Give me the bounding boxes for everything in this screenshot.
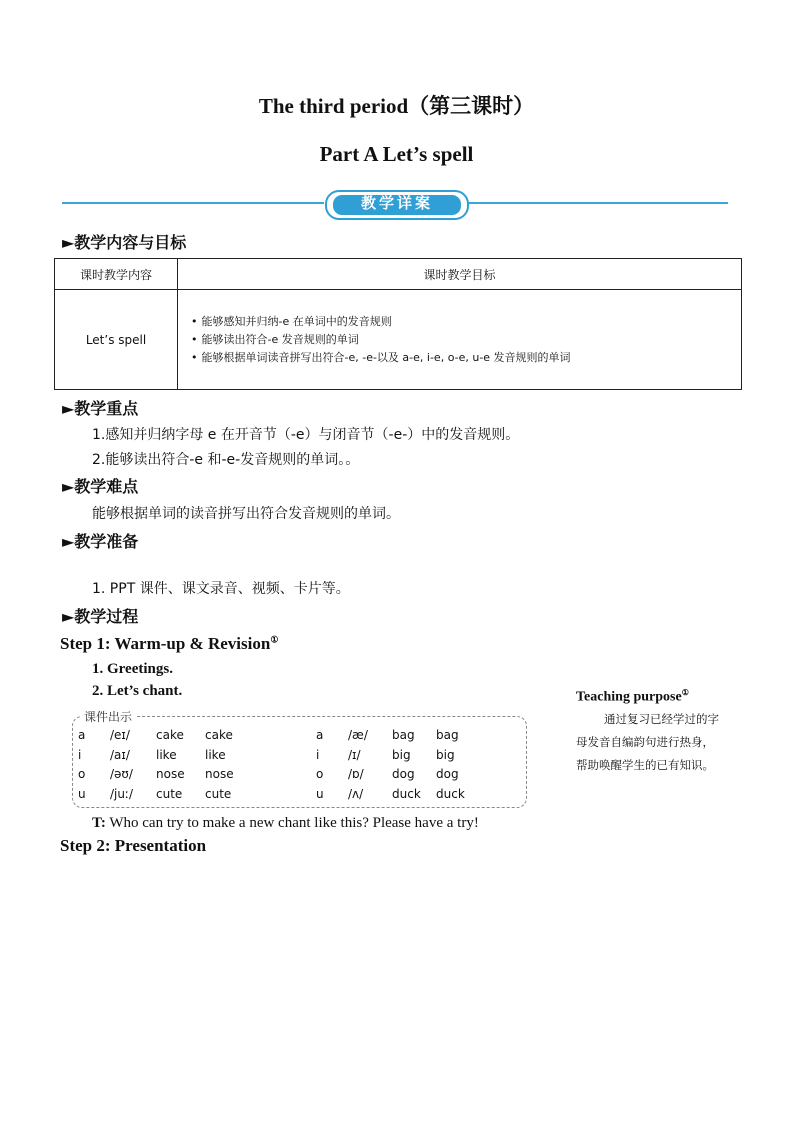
- step1-item-1: 1. Greetings.: [92, 661, 173, 677]
- chant-cell: /juː/: [110, 786, 134, 801]
- teaching-purpose-title: Teaching purpose: [576, 689, 682, 705]
- section-heading-difficult: ►教学难点: [62, 477, 139, 496]
- chant-cell: dog: [436, 767, 459, 781]
- teaching-purpose-mark: ①: [681, 688, 689, 697]
- key-point-1: 1.感知并归纳字母 e 在开音节（-e）与闭音节（-e-）中的发音规则。: [92, 427, 520, 443]
- chant-cell: cake: [205, 728, 233, 742]
- chant-cell: big: [392, 747, 411, 762]
- page-subtitle: Part A Let’s spell: [319, 142, 474, 166]
- goal-item: • 能够感知并归纳-e 在单词中的发音规则: [191, 313, 740, 331]
- section-heading-prep: ►教学准备: [62, 532, 139, 551]
- teaching-purpose-body: [576, 708, 776, 777]
- goal-item: • 能够根据单词读音拼写出符合-e, -e-以及 a-e, i-e, o-e, u-e 发音规则的单词: [191, 349, 740, 367]
- chant-cell: /aɪ/: [110, 747, 130, 762]
- chant-cell: cute: [156, 786, 183, 801]
- table-header-right: 课时教学目标: [178, 259, 742, 290]
- chant-cell: /ɒ/: [348, 767, 364, 781]
- step1-heading-text: Step 1: Warm-up & Revision: [60, 634, 271, 653]
- teacher-text: Who can try to make a new chant like this? Please have a try!: [105, 815, 479, 831]
- chant-cell: nose: [156, 767, 185, 781]
- chant-cell: big: [436, 747, 455, 762]
- goal-item: • 能够读出符合-e 发音规则的单词: [191, 331, 740, 349]
- chant-cell: duck: [392, 786, 421, 801]
- table-header-left: 课时教学内容: [55, 259, 178, 290]
- chant-cell: duck: [436, 786, 465, 801]
- purpose-line: 帮助唤醒学生的已有知识。: [576, 758, 714, 772]
- step1-note-mark: ①: [270, 634, 279, 645]
- chant-cell: o: [316, 767, 324, 781]
- chant-cell: u: [78, 786, 86, 801]
- section-heading-key: ►教学重点: [62, 399, 139, 418]
- teacher-line: [92, 815, 479, 832]
- teaching-purpose-heading: [576, 688, 689, 706]
- section-heading-content: ►教学内容与目标: [62, 233, 187, 252]
- step2-heading: Step 2: Presentation: [60, 836, 207, 855]
- banner-line-left: [62, 202, 324, 204]
- purpose-line: 母发音自编韵句进行热身，: [576, 735, 714, 749]
- chant-cell: u: [316, 786, 324, 801]
- chant-cell: dog: [392, 767, 415, 781]
- chant-cell: like: [156, 747, 177, 762]
- section-banner: [325, 190, 469, 220]
- chant-cell: a: [316, 728, 324, 742]
- table-cell-content: Let’s spell: [55, 290, 178, 390]
- goals-table: [54, 258, 742, 390]
- chant-cell: /eɪ/: [110, 728, 130, 742]
- chant-cell: /əʊ/: [110, 767, 133, 781]
- table-cell-goals: [178, 290, 742, 390]
- page-title: The third period（第三课时）: [258, 94, 535, 118]
- chant-cell: nose: [205, 767, 234, 781]
- prep-text: 1. PPT 课件、课文录音、视频、卡片等。: [92, 581, 350, 597]
- key-point-2: 2.能够读出符合-e 和-e-发音规则的单词。。: [92, 452, 360, 468]
- banner-line-right: [466, 202, 728, 204]
- section-heading-process: ►教学过程: [62, 607, 139, 626]
- chant-cell: a: [78, 728, 86, 742]
- chant-cell: cake: [156, 728, 184, 742]
- chant-cell: i: [316, 747, 320, 762]
- teacher-speaker: T:: [92, 815, 106, 831]
- step1-heading: [60, 634, 278, 654]
- chant-cell: like: [205, 747, 226, 762]
- chant-cell: i: [78, 747, 82, 762]
- banner-label: 教学详案: [333, 195, 461, 215]
- chant-cell: cute: [205, 786, 232, 801]
- chant-cell: /æ/: [348, 728, 368, 742]
- purpose-line: 通过复习已经学过的字: [604, 712, 719, 726]
- chant-cell: bag: [436, 728, 459, 742]
- step1-item-2: 2. Let’s chant.: [92, 683, 183, 699]
- courseware-label: 课件出示: [80, 708, 136, 725]
- difficult-point: 能够根据单词的读音拼写出符合发音规则的单词。: [92, 506, 400, 522]
- chant-cell: bag: [392, 728, 415, 742]
- chant-cell: /ʌ/: [348, 786, 364, 801]
- chant-cell: o: [78, 767, 86, 781]
- chant-cell: /ɪ/: [348, 747, 361, 762]
